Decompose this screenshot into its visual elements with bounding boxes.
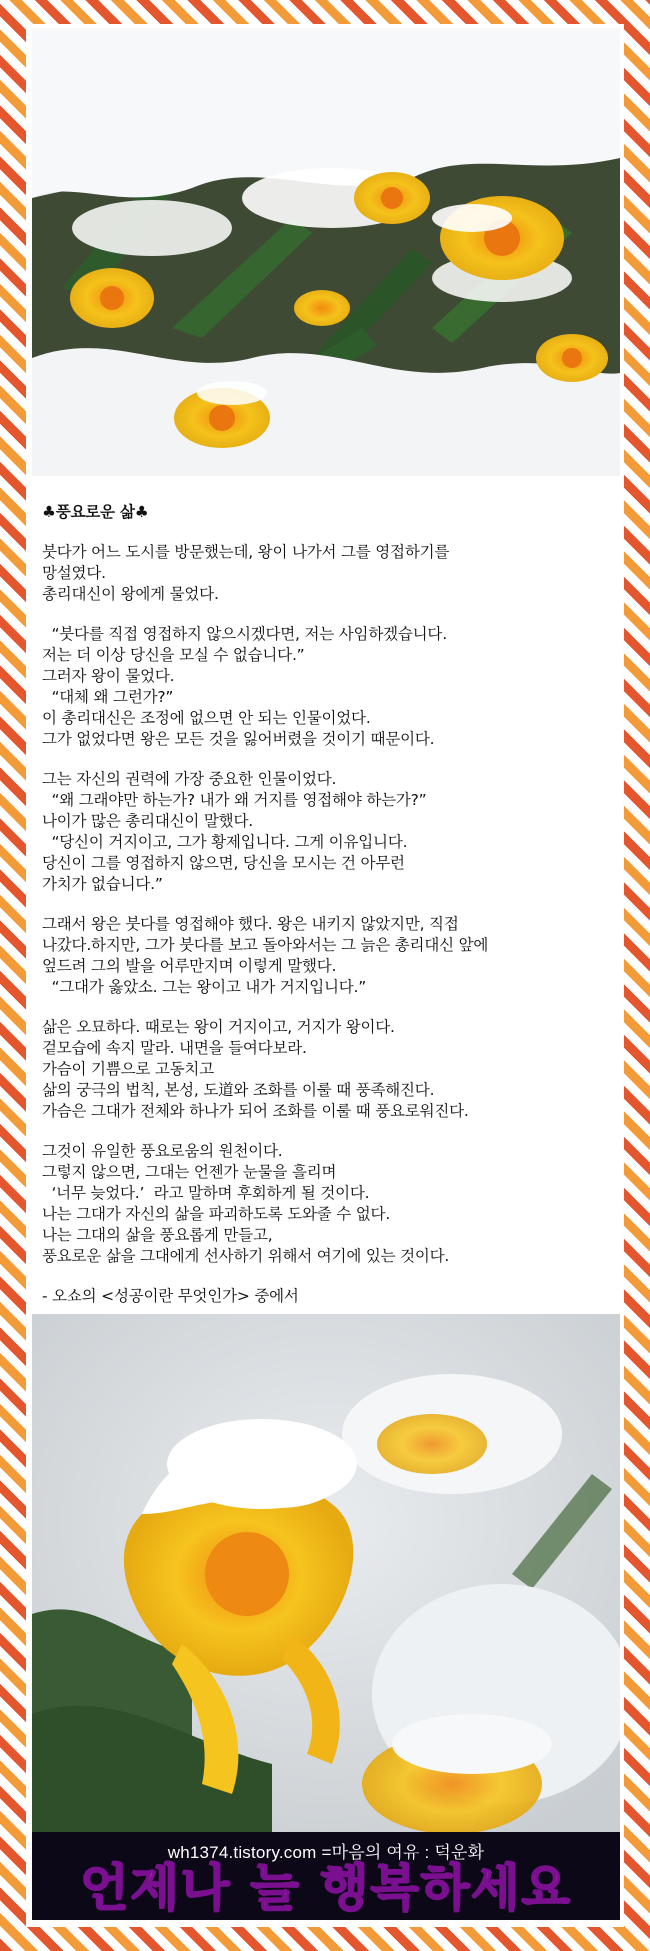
article-line: 나이가 많은 총리대신이 말했다. xyxy=(42,812,253,830)
article-line: 나갔다.하지만, 그가 붓다를 보고 돌아와서는 그 늙은 총리대신 앞에 xyxy=(42,936,489,954)
slogan-text: 언제나 늘 행복하세요 xyxy=(80,1859,572,1917)
content-panel xyxy=(26,24,624,1927)
daffodil-flower xyxy=(294,290,350,326)
daffodil-flower xyxy=(354,172,430,224)
article-title: ♣풍요로운 삶♣ xyxy=(42,503,149,521)
article-line: 나는 그대가 자신의 삶을 파괴하도록 도와줄 수 없다. xyxy=(42,1205,391,1223)
article-line: 그래서 왕은 붓다를 영접해야 했다. 왕은 내키지 않았지만, 직접 xyxy=(42,915,459,933)
article-line: 이 총리대신은 조정에 없으면 안 되는 인물이었다. xyxy=(42,709,371,727)
article-line: “대체 왜 그런가?” xyxy=(42,688,174,706)
article-line: 총리대신이 왕에게 물었다. xyxy=(42,585,219,603)
snow-capped-daffodil-photo xyxy=(32,1314,620,1832)
paragraph-gap xyxy=(42,1122,608,1141)
paragraph-gap xyxy=(42,998,608,1017)
article-line: 가치가 없습니다.” xyxy=(42,875,163,893)
article-line: 나는 그대의 삶을 풍요롭게 만들고, xyxy=(42,1226,273,1244)
article-line: 그는 자신의 권력에 가장 중요한 인물이었다. xyxy=(42,770,337,788)
article-text xyxy=(42,502,608,1307)
article-line: 가슴은 그대가 전체와 하나가 되어 조화를 이룰 때 풍요로워진다. xyxy=(42,1102,469,1120)
paragraph-gap xyxy=(42,895,608,914)
article-line: 그렇지 않으면, 그대는 언젠가 눈물을 흘리며 xyxy=(42,1163,337,1181)
article-line: 그것이 유일한 풍요로움의 원천이다. xyxy=(42,1142,283,1160)
article-line: 풍요로운 삶을 그대에게 선사하기 위해서 여기에 있는 것이다. xyxy=(42,1247,450,1265)
article-line: “당신이 거지이고, 그가 황제입니다. 그게 이유입니다. xyxy=(42,833,408,851)
daffodil-flower xyxy=(70,268,154,328)
daffodil-flower xyxy=(536,334,608,382)
paragraph-gap xyxy=(42,750,608,769)
daffodil-flower xyxy=(377,1414,487,1474)
article-line: 저는 더 이상 당신을 모실 수 없습니다.” xyxy=(42,646,305,664)
blog-url-caption: wh1374.tistory.com =마음의 여유 : 덕운화 xyxy=(167,1843,485,1862)
article-line: ‘너무 늦었다.’ 라고 말하며 후회하게 될 것이다. xyxy=(42,1184,370,1202)
article-line: 삶은 오묘하다. 때로는 왕이 거지이고, 거지가 왕이다. xyxy=(42,1018,395,1036)
daffodils-in-snow-image xyxy=(32,28,620,476)
article-line: “그대가 옳았소. 그는 왕이고 내가 거지입니다.” xyxy=(42,978,367,996)
article-line: 그러자 왕이 물었다. xyxy=(42,667,175,685)
snow-capped-daffodil-image xyxy=(32,1314,620,1832)
daffodils-in-snow-photo xyxy=(32,28,620,476)
article-line: “붓다를 직접 영접하지 않으시겠다면, 저는 사임하겠습니다. xyxy=(42,625,447,643)
article-line: 당신이 그를 영접하지 않으면, 당신을 모시는 건 아무런 xyxy=(42,854,405,872)
paragraph-gap xyxy=(42,1267,608,1286)
paragraph-gap xyxy=(42,605,608,624)
article-line: 그가 없었다면 왕은 모든 것을 잃어버렸을 것이기 때문이다. xyxy=(42,730,435,748)
article-line: “왜 그래야만 하는가? 내가 왜 거지를 영접해야 하는가?” xyxy=(42,791,427,809)
footer-banner xyxy=(32,1832,620,1920)
article-line: 붓다가 어느 도시를 방문했는데, 왕이 나가서 그를 영접하기를 xyxy=(42,543,450,561)
article-line: 망설였다. xyxy=(42,564,106,582)
article-line: 삶의 궁극의 법칙, 본성, 도道와 조화를 이룰 때 풍족해진다. xyxy=(42,1081,435,1099)
article-body xyxy=(42,542,608,1307)
article-line: 엎드려 그의 발을 어루만지며 이렇게 말했다. xyxy=(42,957,337,975)
article-line: 겉모습에 속지 말라. 내면을 들여다보라. xyxy=(42,1039,307,1057)
article-line: 가슴이 기쁨으로 고동치고 xyxy=(42,1060,214,1078)
article-line: - 오쇼의 <성공이란 무엇인가> 중에서 xyxy=(42,1287,299,1305)
